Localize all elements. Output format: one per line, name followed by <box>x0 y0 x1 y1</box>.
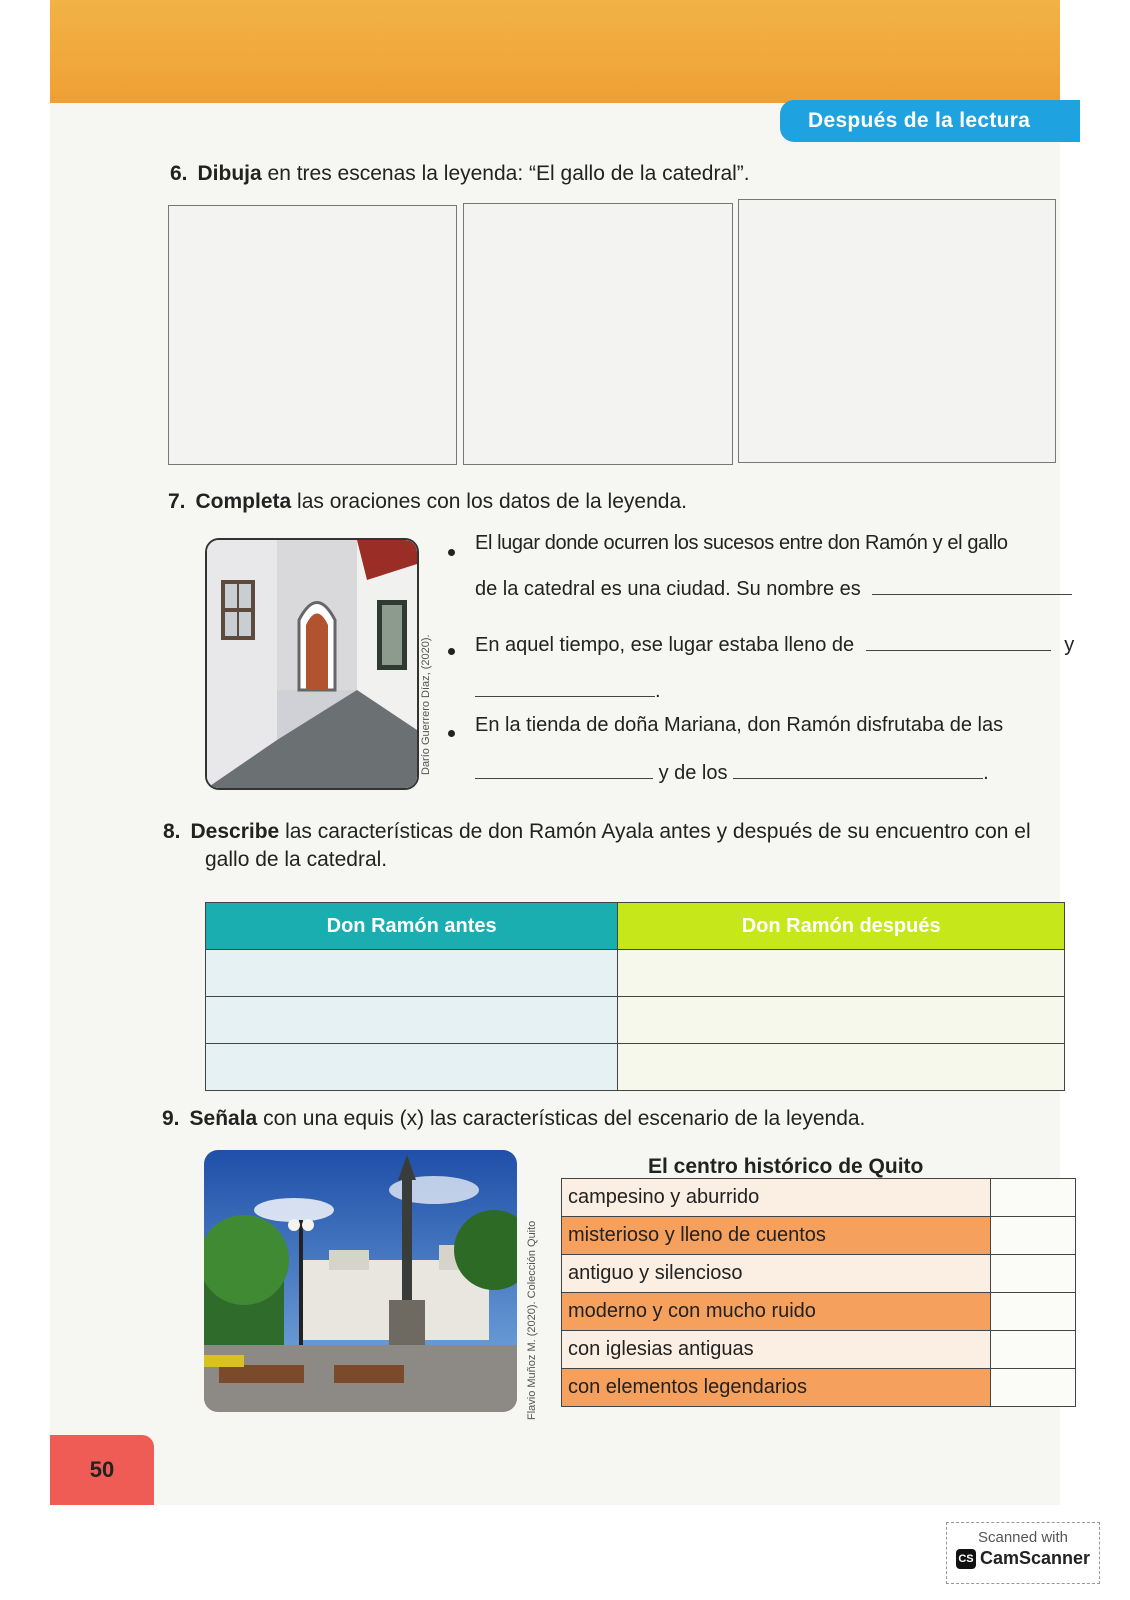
table-cell[interactable] <box>618 997 1065 1044</box>
table-cell[interactable] <box>206 997 618 1044</box>
table-row <box>562 1369 1076 1407</box>
option-label: campesino y aburrido <box>562 1179 991 1217</box>
bullet-icon <box>448 730 455 737</box>
camscanner-logo-icon: CS <box>956 1549 976 1569</box>
question-verb: Completa <box>195 490 292 513</box>
checkbox-cell[interactable] <box>991 1255 1076 1293</box>
checkbox-cell[interactable] <box>991 1369 1076 1407</box>
sentence-connector: y <box>1064 634 1075 656</box>
scanner-name: CamScanner <box>979 1548 1091 1568</box>
question-7 <box>168 488 687 516</box>
question-text: con una equis (x) las características del escenario de la leyenda. <box>257 1107 866 1130</box>
question-9 <box>162 1105 865 1133</box>
sentence-1-line-1: El lugar donde ocurren los sucesos entre don Ramón y el gallo <box>475 532 1008 554</box>
table-row <box>562 1331 1076 1369</box>
option-label: con iglesias antiguas <box>562 1331 991 1369</box>
option-label: con elementos legendarios <box>562 1369 991 1407</box>
answer-blank[interactable] <box>733 760 983 779</box>
table-row <box>206 997 1065 1044</box>
answer-blank[interactable] <box>475 678 655 697</box>
question-text: en tres escenas la leyenda: “El gallo de la catedral”. <box>261 162 750 185</box>
question-text: las oraciones con los datos de la leyenda. <box>291 490 687 513</box>
checkbox-cell[interactable] <box>991 1179 1076 1217</box>
sentence-1-line-2 <box>475 576 1072 601</box>
question-verb: Describe <box>190 820 280 843</box>
checkbox-cell[interactable] <box>991 1217 1076 1255</box>
photo-credit: Darío Guerrero Díaz, (2020). <box>420 634 432 775</box>
option-label: moderno y con mucho ruido <box>562 1293 991 1331</box>
question-number: 7. <box>168 490 186 513</box>
quito-checklist <box>561 1178 1076 1407</box>
sentence-2-line-1 <box>475 632 1074 657</box>
page-number: 50 <box>50 1435 154 1505</box>
plaza-photo <box>204 1150 517 1412</box>
sentence-text: En aquel tiempo, ese lugar estaba lleno de <box>475 634 855 656</box>
sentence-3-line-2: y de los . <box>475 760 989 785</box>
question-6 <box>170 160 750 188</box>
answer-blank[interactable] <box>872 576 1072 595</box>
street-photo <box>205 538 419 790</box>
answer-blank[interactable] <box>475 760 653 779</box>
sentence-text: de la catedral es una ciudad. Su nombre es <box>475 578 861 600</box>
column-header-before: Don Ramón antes <box>206 903 618 950</box>
table-row <box>562 1217 1076 1255</box>
table-row <box>562 1293 1076 1331</box>
bullet-icon <box>448 648 455 655</box>
table-row <box>206 1044 1065 1091</box>
question-8 <box>163 818 1063 846</box>
section-tab: Después de la lectura <box>780 100 1080 142</box>
header-band <box>50 0 1060 103</box>
question-8-line-2: gallo de la catedral. <box>205 848 388 871</box>
sentence-2-line-2: . <box>475 678 661 703</box>
option-label: misterioso y lleno de cuentos <box>562 1217 991 1255</box>
scanner-brand <box>947 1548 1099 1569</box>
column-header-after: Don Ramón después <box>618 903 1065 950</box>
drawing-box-2[interactable] <box>463 203 733 465</box>
drawing-box-3[interactable] <box>738 199 1056 463</box>
option-label: antiguo y silencioso <box>562 1255 991 1293</box>
sentence-3-line-1: En la tienda de doña Mariana, don Ramón disfrutaba de las <box>475 714 1004 736</box>
table-cell[interactable] <box>206 1044 618 1091</box>
drawing-box-1[interactable] <box>168 205 457 465</box>
ramon-table <box>205 902 1065 1091</box>
bullet-icon <box>448 549 455 556</box>
table-row <box>562 1255 1076 1293</box>
quito-table-title: El centro histórico de Quito <box>648 1155 924 1178</box>
table-cell[interactable] <box>618 950 1065 997</box>
table-row <box>562 1179 1076 1217</box>
question-text: las características de don Ramón Ayala antes y después de su encuentro con el <box>279 820 1031 843</box>
answer-blank[interactable] <box>866 632 1051 651</box>
table-row <box>206 950 1065 997</box>
table-cell[interactable] <box>618 1044 1065 1091</box>
street-illustration <box>207 540 417 788</box>
question-verb: Señala <box>189 1107 258 1130</box>
question-verb: Dibuja <box>197 162 262 185</box>
scanner-caption: Scanned with <box>977 1529 1069 1546</box>
question-number: 9. <box>162 1107 180 1130</box>
plaza-illustration <box>204 1150 517 1412</box>
camscanner-badge <box>946 1522 1100 1584</box>
checkbox-cell[interactable] <box>991 1293 1076 1331</box>
question-number: 6. <box>170 162 188 185</box>
sentence-text: y de los <box>658 762 728 784</box>
question-number: 8. <box>163 820 181 843</box>
table-header-row <box>206 903 1065 950</box>
table-cell[interactable] <box>206 950 618 997</box>
checkbox-cell[interactable] <box>991 1331 1076 1369</box>
photo-credit: Flavio Muñoz M. (2020). Colección Quito <box>526 1220 538 1420</box>
